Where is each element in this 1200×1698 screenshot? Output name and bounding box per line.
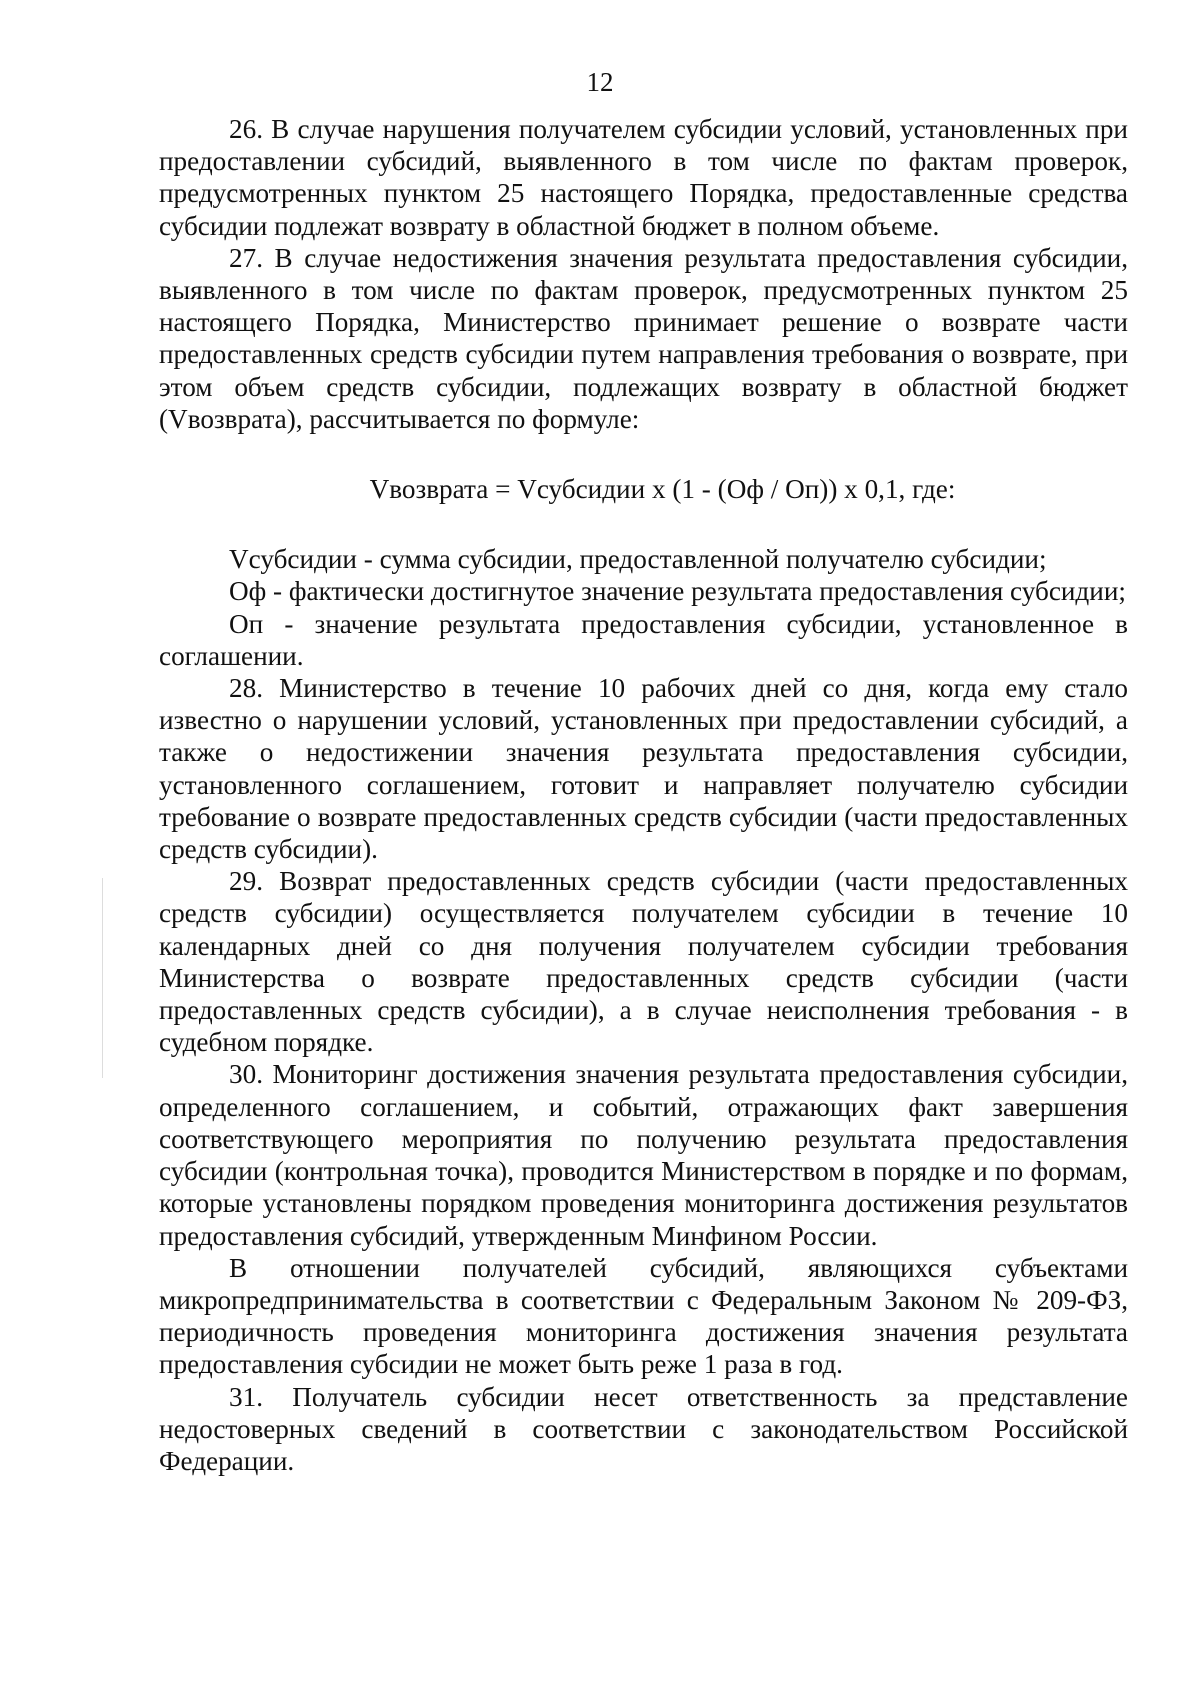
formula: Vвозврата = Vсубсидии х (1 - (Оф / Оп)) х 0,1, где: xyxy=(369,474,956,505)
paragraph-30-micro: В отношении получателей субсидий, являющихся субъектами микропредпринимательства в соответствии с Федеральным Законом № 209-ФЗ, периодичность проведения мониторинга достижения значения результата предоставления субсидии не может быть реже 1 раза в год. xyxy=(159,1252,1128,1380)
page-number: 12 xyxy=(586,67,614,97)
paragraph-26: 26. В случае нарушения получателем субсидии условий, установленных при предоставлении субсидий, выявленного в том числе по фактам проверок, предусмотренных пунктом 25 настоящего Порядка, предоставленные средства субсидии подлежат возврату в областной бюджет в полном объеме. xyxy=(159,114,1128,241)
scan-edge-mark xyxy=(102,878,103,1078)
paragraph-28: 28. Министерство в течение 10 рабочих дней со дня, когда ему стало известно о нарушении условий, установленных при предоставлении субсидий, а также о недостижении значения результата предоставления субсидии, установленного соглашением, готовит и направляет получателю субсидии требование о возврате предоставленных средств субсидии (части предоставленных средств субсидии). xyxy=(159,673,1128,865)
paragraph-30: 30. Мониторинг достижения значения результата предоставления субсидии, определенного соглашением, и событий, отражающих факт завершения соответствующего мероприятия по получению результата предоставления субсидии (контрольная точка), проводится Министерством в порядке и по формам, которые установлены порядком проведения мониторинга достижения результатов предоставления субсидий, утвержденным Минфином России. xyxy=(159,1059,1128,1251)
definition-v-subsidy: Vсубсидии - сумма субсидии, предоставленной получателю субсидии; xyxy=(229,544,1047,575)
paragraph-31: 31. Получатель субсидии несет ответственность за представление недостоверных сведений в соответствии с законодательством Российской Федерации. xyxy=(159,1381,1128,1476)
definition-of: Оф - фактически достигнутое значение результата предоставления субсидии; xyxy=(229,576,1126,607)
paragraph-27: 27. В случае недостижения значения результата предоставления субсидии, выявленного в том числе по фактам проверок, предусмотренных пунктом 25 настоящего Порядка, Министерство принимает решение о возврате части предоставленных средств субсидии путем направления требования о возврате, при этом объем средств субсидии, подлежащих возврату в областной бюджет (Vвозврата), рассчитывается по формуле: xyxy=(159,242,1128,434)
document-body xyxy=(159,113,1128,1477)
paragraph-29: 29. Возврат предоставленных средств субсидии (части предоставленных средств субсидии) осуществляется получателем субсидии в течение 10 календарных дней со дня получения получателем субсидии требования Министерства о возврате предоставленных средств субсидии (части предоставленных средств субсидии), а в случае неисполнения требования - в судебном порядке. xyxy=(159,866,1128,1058)
definition-op: Оп - значение результата предоставления субсидии, установленное в соглашении. xyxy=(159,608,1128,671)
